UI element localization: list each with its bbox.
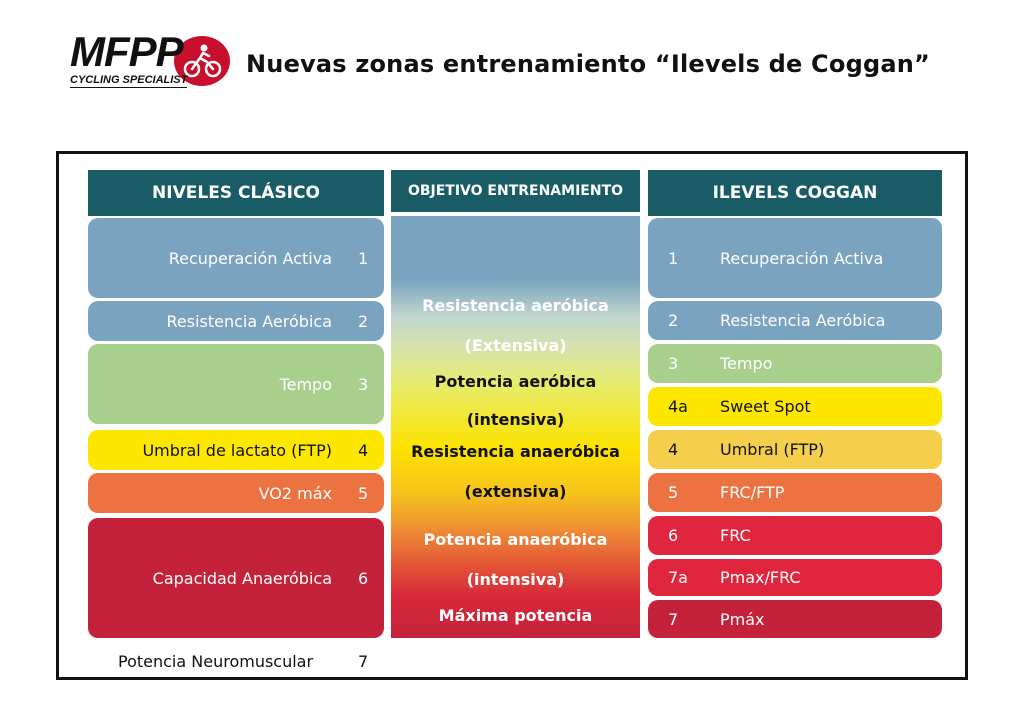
- zone-number: 4: [358, 440, 369, 460]
- classic-zone-7-number: 7: [358, 652, 369, 671]
- zone-number: 3: [668, 354, 679, 373]
- classic-levels-header: NIVELES CLÁSICO: [88, 170, 384, 216]
- zone-number: 7a: [668, 568, 688, 587]
- coggan-zone-3: [648, 344, 942, 383]
- zone-name: Sweet Spot: [720, 397, 811, 416]
- objective-line: (intensiva): [466, 570, 565, 589]
- coggan-zone-4: [648, 430, 942, 469]
- classic-zone-7-name: Potencia Neuromuscular: [118, 652, 314, 671]
- logo-wordmark: MFPP: [70, 28, 183, 75]
- zone-name: Umbral (FTP): [720, 440, 825, 459]
- classic-zone-5: [88, 473, 384, 513]
- zone-name: Tempo: [720, 354, 773, 373]
- coggan-zone-6: [648, 516, 942, 555]
- objective-line: (Extensiva): [464, 336, 567, 355]
- zone-name: Pmax/FRC: [720, 568, 801, 587]
- coggan-zone-7: [648, 600, 942, 638]
- zone-name: Capacidad Anaeróbica: [152, 568, 332, 588]
- objective-line: Potencia anaeróbica: [423, 530, 608, 549]
- logo-tagline: CYCLING SPECIALIST: [70, 74, 188, 86]
- coggan-zone-4a: [648, 387, 942, 426]
- page-title: Nuevas zonas entrenamiento “Ilevels de Coggan”: [246, 50, 930, 78]
- coggan-zone-5: [648, 473, 942, 512]
- coggan-zone-2: [648, 301, 942, 340]
- zone-number: 7: [668, 609, 679, 629]
- zone-number: 4: [668, 440, 679, 459]
- zone-number: 3: [358, 374, 369, 394]
- zone-number: 2: [358, 311, 369, 331]
- coggan-zone-1: [648, 218, 942, 298]
- zone-name: Umbral de lactato (FTP): [142, 440, 332, 460]
- zone-name: Recuperación Activa: [168, 248, 332, 268]
- zone-name: Recuperación Activa: [720, 248, 884, 268]
- zone-number: 1: [358, 248, 369, 268]
- classic-zone-2: [88, 301, 384, 341]
- objective-line: Resistencia anaeróbica: [411, 442, 620, 461]
- zone-name: Resistencia Aeróbica: [166, 311, 332, 331]
- training-objective-header: OBJETIVO ENTRENAMIENTO: [391, 170, 640, 212]
- objective-line: (extensiva): [464, 482, 567, 501]
- objective-line: Máxima potencia: [438, 606, 593, 625]
- objective-line: Potencia aeróbica: [434, 372, 597, 391]
- cyclist-icon: [182, 42, 222, 80]
- zone-name: FRC/FTP: [720, 483, 785, 502]
- zone-number: 5: [358, 483, 369, 503]
- zone-number: 1: [668, 248, 679, 268]
- coggan-zone-7a: [648, 559, 942, 596]
- objective-line: Resistencia aeróbica: [422, 296, 609, 315]
- zone-name: Pmáx: [720, 609, 765, 629]
- zone-name: FRC: [720, 526, 751, 545]
- zone-name: VO2 máx: [258, 483, 332, 503]
- zone-number: 5: [668, 483, 679, 502]
- classic-zone-3: [88, 344, 384, 424]
- zone-name: Tempo: [279, 374, 332, 394]
- classic-zone-6: [88, 518, 384, 638]
- classic-zone-1: [88, 218, 384, 298]
- zone-name: Resistencia Aeróbica: [720, 311, 886, 330]
- coggan-levels-header: ILEVELS COGGAN: [648, 170, 942, 216]
- zone-number: 6: [668, 526, 679, 545]
- zone-number: 2: [668, 311, 679, 330]
- logo: [68, 30, 230, 100]
- objective-line: (intensiva): [466, 410, 565, 429]
- zone-number: 4a: [668, 397, 688, 416]
- classic-zone-4: [88, 430, 384, 470]
- zone-number: 6: [358, 568, 369, 588]
